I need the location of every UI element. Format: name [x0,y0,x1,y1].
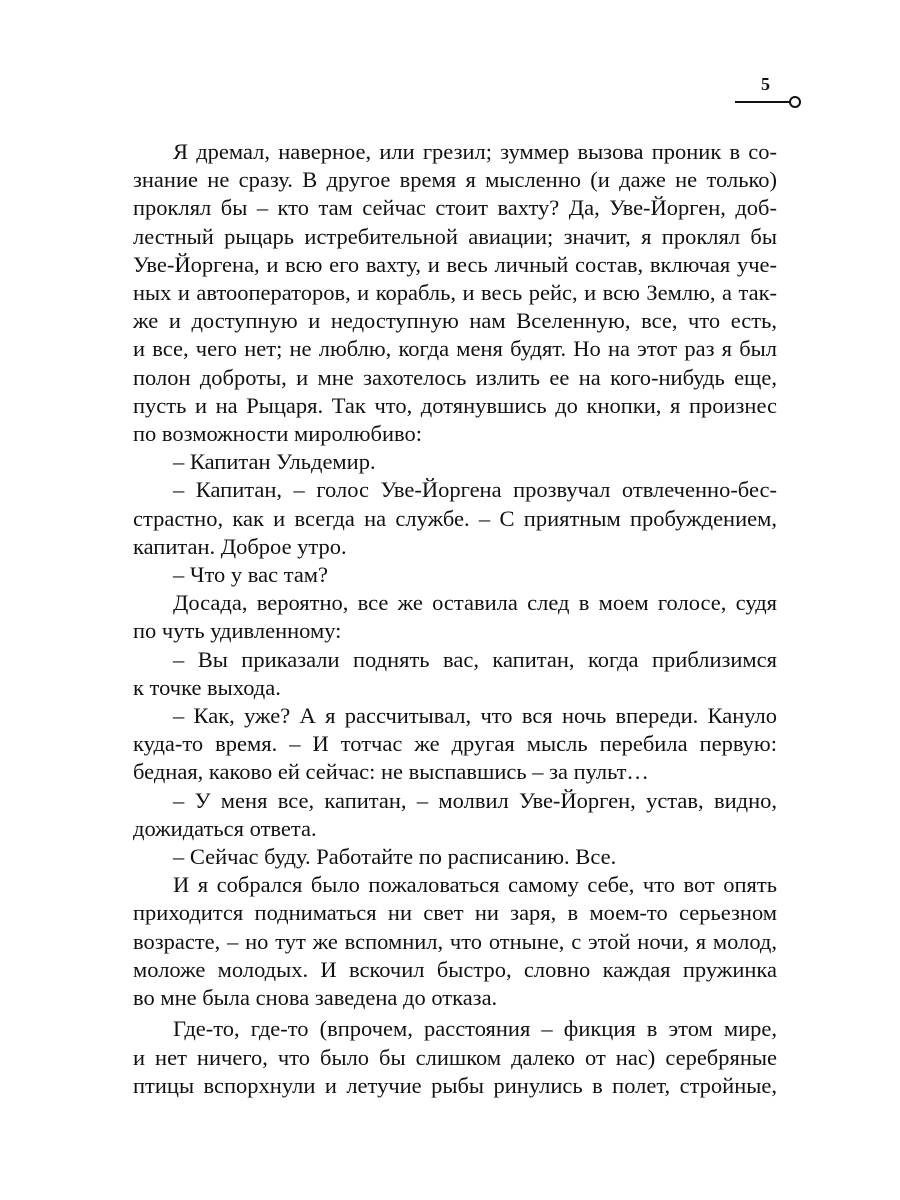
text-line: И я собрался было пожаловаться самому себе, что вот опять [173,872,777,898]
text-line: к точке выхода. [133,674,281,700]
text-line: бедная, каково ей сейчас: не выспавшись – за пульт… [133,759,649,785]
text-line: – Капитан Ульдемир. [173,449,376,475]
text-line: и все, чего нет; не люблю, когда меня будят. Но на этот раз я был [133,336,777,362]
text-line: по чуть удивленному: [133,618,342,644]
text-line: капитан. Доброе утро. [133,533,347,559]
text-line: – Что у вас там? [173,562,329,588]
page-number-rule [735,101,790,103]
text-line: Досада, вероятно, все же оставила след в моем голосе, судя [173,590,777,616]
body-text [133,138,777,1100]
text-line: лестный рыцарь истребительной авиации; значит, я проклял бы [133,223,777,249]
text-line: возрасте, – но тут же вспомнил, что отныне, с этой ночи, я молод, [133,928,777,954]
text-line: – Капитан, – голос Уве-Йоргена прозвучал отвлеченно-бес- [173,477,777,503]
text-line: – У меня все, капитан, – молвил Уве-Йорген, устав, видно, [173,787,777,813]
text-line: куда-то время. – И тотчас же другая мысль перебила первую: [133,731,777,757]
text-line: дожидаться ответа. [133,815,317,841]
text-line: – Как, уже? А я рассчитывал, что вся ночь впереди. Кануло [173,703,777,729]
text-line: моложе молодых. И вскочил быстро, словно каждая пружинка [133,956,777,982]
text-line: приходится подниматься ни свет ни заря, в моем-то серьезном [133,900,777,926]
text-line: – Вы приказали поднять вас, капитан, когда приблизимся [173,646,777,672]
text-line: Уве-Йоргена, и всю его вахту, и весь личный состав, включая уче- [133,251,777,277]
text-line: пусть и на Рыцаря. Так что, дотянувшись до кнопки, я произнес [133,392,777,418]
page-number-circle-ornament [789,96,801,108]
text-line: – Сейчас буду. Работайте по расписанию. Все. [173,844,617,870]
text-line: и нет ничего, что было бы слишком далеко от нас) серебряные [133,1044,777,1070]
text-line: Я дремал, наверное, или грезил; зуммер вызова проник в со- [173,139,777,164]
text-line: знание не сразу. В другое время я мысленно (и даже не только) [133,167,777,193]
page-number: 5 [761,74,770,94]
text-line: проклял бы – кто там сейчас стоит вахту? Да, Уве-Йорген, доб- [133,195,777,221]
text-line: Где-то, где-то (впрочем, расстояния – фикция в этом мире, [173,1016,777,1042]
text-line: страстно, как и всегда на службе. – С приятным пробуждением, [133,505,777,531]
text-line: по возможности миролюбиво: [133,421,422,447]
text-line: полон доброты, и мне захотелось излить ее на кого-нибудь еще, [133,364,777,390]
text-line: же и доступную и недоступную нам Вселенную, все, что есть, [133,308,777,334]
text-line: птицы вспорхнули и летучие рыбы ринулись в полет, стройные, [133,1072,777,1098]
text-line: во мне была снова заведена до отказа. [133,985,498,1011]
text-line: ных и автооператоров, и корабль, и весь рейс, и всю Землю, а так- [133,280,777,306]
